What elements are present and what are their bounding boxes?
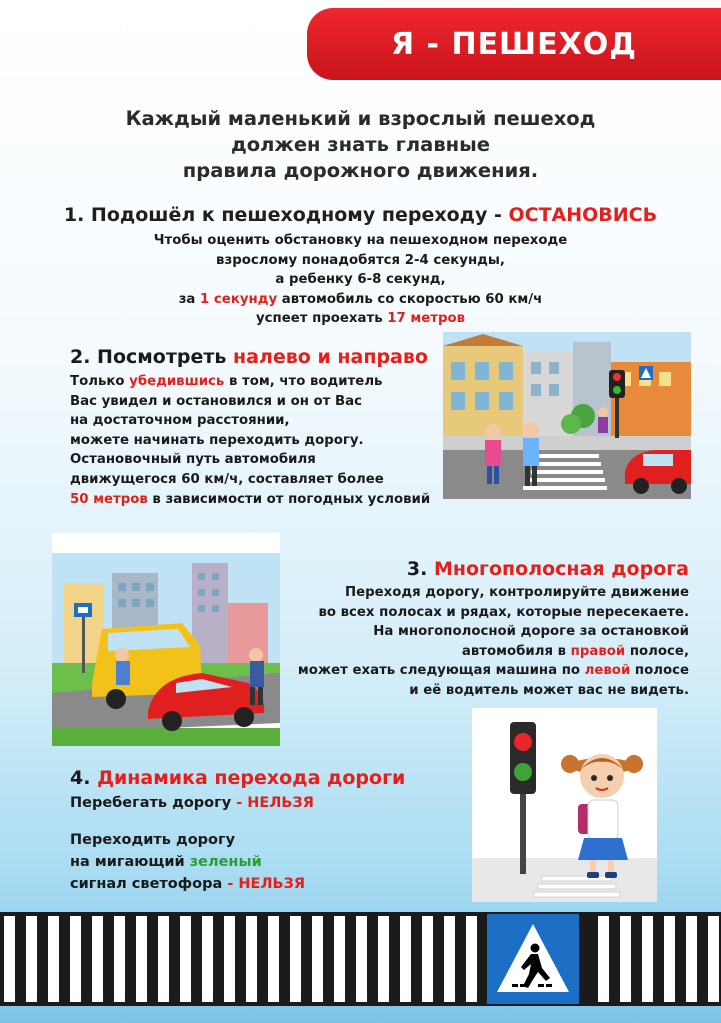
zebra-stripe bbox=[664, 916, 675, 1002]
intro-line: должен знать главные bbox=[230, 133, 490, 156]
zebra-stripe bbox=[70, 916, 81, 1002]
page-title: Я - ПЕШЕХОД bbox=[391, 26, 637, 62]
section4-rule-flashing-green bbox=[70, 829, 305, 895]
zebra-stripe bbox=[598, 916, 609, 1002]
text: Только bbox=[70, 374, 130, 389]
section2-title-accent: налево и направо bbox=[233, 346, 428, 368]
zebra-stripe bbox=[642, 916, 653, 1002]
section3-line: во всех полосах и рядах, которые пересекаете. bbox=[318, 604, 689, 620]
section4-title bbox=[70, 767, 405, 789]
section4-title-prefix: 4. bbox=[70, 767, 98, 789]
section3-title-accent: Многополосная дорога bbox=[433, 558, 689, 580]
text: автомобиль со скоростью 60 км/ч bbox=[277, 291, 543, 307]
text: сигнал светофора bbox=[70, 876, 228, 892]
zebra-stripe bbox=[334, 916, 345, 1002]
section1-title-accent: ОСТАНОВИСЬ bbox=[508, 204, 658, 226]
section2-body bbox=[70, 372, 430, 509]
section2-title-prefix: 2. Посмотреть bbox=[70, 346, 233, 368]
pedestrian-crossing-sign-icon bbox=[487, 914, 579, 1004]
zebra-stripe bbox=[246, 916, 257, 1002]
section3-body bbox=[298, 583, 689, 701]
zebra-stripe bbox=[26, 916, 37, 1002]
intro-line: Каждый маленький и взрослый пешеход bbox=[125, 107, 596, 130]
zebra-stripe bbox=[708, 916, 719, 1002]
zebra-stripe bbox=[400, 916, 411, 1002]
section1-line: Чтобы оценить обстановку на пешеходном переходе bbox=[153, 233, 568, 248]
text: за bbox=[178, 291, 201, 307]
section2-title bbox=[70, 346, 428, 368]
section3-title-prefix: 3. bbox=[406, 558, 434, 580]
section1-highlight: 1 секунду bbox=[200, 291, 278, 307]
section4-line bbox=[70, 851, 305, 873]
section1-line bbox=[0, 290, 721, 310]
zebra-stripe bbox=[290, 916, 301, 1002]
traffic-light-icon bbox=[510, 722, 536, 794]
section4-line bbox=[70, 873, 305, 895]
section3-line bbox=[298, 642, 689, 662]
zebra-stripe bbox=[312, 916, 323, 1002]
section3-line: и её водитель может вас не видеть. bbox=[409, 682, 689, 698]
section2-highlight: 50 метров bbox=[70, 491, 148, 507]
zebra-stripe bbox=[158, 916, 169, 1002]
section3-highlight: левой bbox=[584, 663, 631, 679]
girl-traffic-light-illustration bbox=[472, 708, 657, 902]
building-left bbox=[443, 346, 523, 436]
section1-line: взрослому понадобятся 2-4 секунды, bbox=[216, 252, 505, 268]
text: полосе bbox=[630, 663, 689, 679]
section1-line bbox=[0, 309, 721, 329]
section2-highlight: убедившись bbox=[129, 374, 225, 389]
text: в зависимости от погодных условий bbox=[147, 491, 431, 507]
section2-line bbox=[70, 490, 430, 510]
intro-text bbox=[0, 106, 721, 184]
text: Перебегать дорогу bbox=[70, 795, 237, 811]
section1-title bbox=[0, 204, 721, 226]
zebra-stripe bbox=[686, 916, 697, 1002]
section1-highlight: 17 метров bbox=[387, 311, 466, 326]
text: полосе, bbox=[625, 643, 689, 659]
section1-line: а ребенку 6-8 секунд, bbox=[275, 272, 446, 287]
section1-body bbox=[0, 231, 721, 329]
zebra-stripe bbox=[202, 916, 213, 1002]
section2-line: можете начинать переходить дорогу. bbox=[70, 432, 364, 448]
zebra-stripe bbox=[620, 916, 631, 1002]
text: автомобиля в bbox=[461, 643, 571, 659]
header-banner bbox=[307, 8, 721, 80]
section2-line: Вас увидел и остановился и он от Вас bbox=[70, 393, 362, 409]
section1-title-prefix: 1. Подошёл к пешеходному переходу - bbox=[63, 204, 509, 226]
zebra-stripe bbox=[422, 916, 433, 1002]
section3-line: Переходя дорогу, контролируйте движение bbox=[345, 585, 689, 600]
zebra-stripe bbox=[114, 916, 125, 1002]
section3-title bbox=[407, 558, 689, 580]
section3-highlight: правой bbox=[570, 643, 626, 659]
multilane-road-illustration bbox=[52, 533, 280, 746]
zebra-stripe bbox=[356, 916, 367, 1002]
intro-line: правила дорожного движения. bbox=[182, 159, 539, 182]
zebra-stripe bbox=[444, 916, 455, 1002]
section2-line: на достаточном расстоянии, bbox=[70, 413, 290, 429]
text: успеет проехать bbox=[255, 311, 388, 326]
section3-line: На многополосной дороге за остановкой bbox=[373, 624, 689, 640]
section4-forbidden: - НЕЛЬЗЯ bbox=[227, 876, 306, 892]
section2-line: Остановочный путь автомобиля bbox=[70, 452, 316, 468]
zebra-footer bbox=[0, 912, 721, 1006]
text: в том, что водитель bbox=[224, 374, 383, 389]
crosswalk-stripes bbox=[534, 876, 620, 897]
zebra-stripe bbox=[180, 916, 191, 1002]
zebra-stripe bbox=[378, 916, 389, 1002]
section4-line: Переходить дорогу bbox=[70, 832, 236, 848]
text: на мигающий bbox=[70, 854, 190, 870]
section4-rule-running bbox=[70, 795, 314, 811]
section3-line bbox=[298, 661, 689, 681]
text: может ехать следующая машина по bbox=[297, 663, 585, 679]
zebra-stripe bbox=[466, 916, 477, 1002]
street-crossing-illustration bbox=[443, 332, 691, 499]
section4-forbidden: - НЕЛЬЗЯ bbox=[236, 795, 314, 811]
zebra-stripe bbox=[4, 916, 15, 1002]
section2-line: движущегося 60 км/ч, составляет более bbox=[70, 471, 384, 487]
zebra-stripe bbox=[136, 916, 147, 1002]
zebra-stripe bbox=[224, 916, 235, 1002]
zebra-stripe bbox=[48, 916, 59, 1002]
section4-green-word: зеленый bbox=[189, 854, 262, 870]
zebra-stripe bbox=[268, 916, 279, 1002]
section2-line bbox=[70, 372, 430, 392]
section4-title-accent: Динамика перехода дороги bbox=[97, 767, 406, 789]
zebra-stripe bbox=[92, 916, 103, 1002]
